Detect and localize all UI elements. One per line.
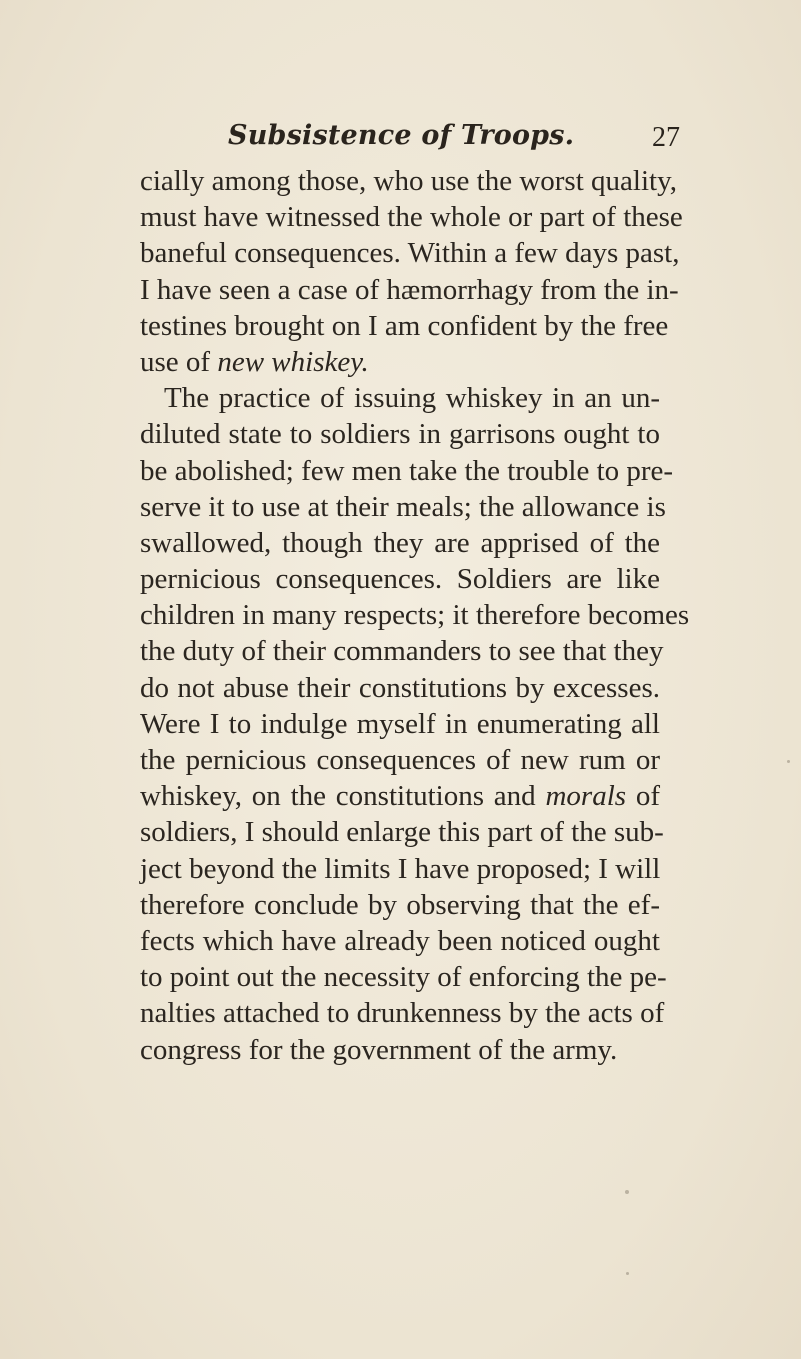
text-line: congress for the government of the army.	[140, 1033, 618, 1066]
text-line: swallowed, though they are apprised of the	[140, 526, 660, 559]
body-text	[140, 163, 690, 1068]
text-line: pernicious consequences. Soldiers are like	[140, 563, 660, 596]
text-line: therefore conclude by observing that the ef-	[140, 888, 660, 921]
text-line: children in many respects; it therefore becomes	[140, 599, 690, 632]
text-line	[140, 778, 660, 814]
text-line: nalties attached to drunkenness by the acts of	[140, 997, 665, 1030]
running-head	[150, 120, 680, 160]
text-run: of	[626, 780, 660, 813]
text-line: the duty of their commanders to see that they	[140, 635, 664, 668]
emphasis-new-whiskey: new whiskey.	[217, 345, 369, 378]
text-line: must have witnessed the whole or part of these	[140, 201, 683, 234]
text-line: I have seen a case of hæmorrhagy from the in-	[140, 273, 679, 306]
text-line: fects which have already been noticed ought	[140, 924, 660, 957]
paper-speck	[626, 1272, 629, 1275]
paper-speck	[625, 1190, 629, 1194]
page-number: 27	[652, 122, 680, 153]
text-line: serve it to use at their meals; the allowance is	[140, 490, 666, 523]
running-title: Subsistence of Troops.	[228, 120, 575, 151]
text-line: the pernicious consequences of new rum or	[140, 744, 660, 776]
text-line: soldiers, I should enlarge this part of the sub-	[140, 816, 664, 849]
text-line: The practice of issuing whiskey in an un-	[164, 382, 660, 415]
text-line	[140, 344, 660, 380]
text-line: Were I to indulge myself in enumerating all	[140, 707, 660, 740]
text-line: ject beyond the limits I have proposed; I will	[140, 852, 661, 885]
text-line: be abolished; few men take the trouble to pre-	[140, 454, 674, 487]
text-line: diluted state to soldiers in garrisons ought to	[140, 418, 660, 451]
text-run: use of	[140, 345, 218, 378]
text-line: do not abuse their constitutions by excesses.	[140, 671, 660, 704]
text-line: to point out the necessity of enforcing the pe-	[140, 961, 667, 994]
text-line: cially among those, who use the worst quality,	[140, 165, 677, 197]
text-line: baneful consequences. Within a few days past,	[140, 237, 680, 270]
emphasis-morals: morals	[545, 780, 627, 813]
text-run: whiskey, on the constitutions and	[140, 780, 546, 813]
text-line: testines brought on I am confident by the free	[140, 309, 669, 342]
paper-speck	[787, 760, 790, 763]
